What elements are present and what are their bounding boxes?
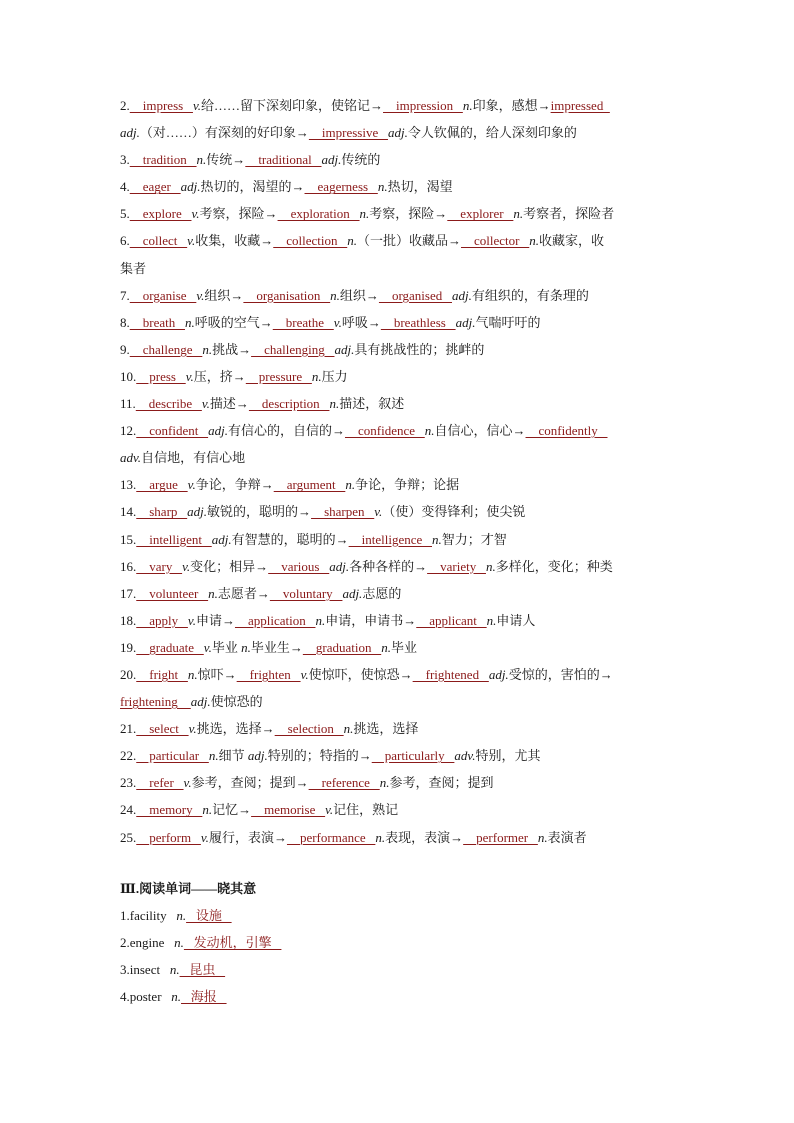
vocab-item xyxy=(120,634,680,661)
item-number: 6. xyxy=(120,233,130,249)
answer-blank: describe xyxy=(135,396,202,412)
part-of-speech: v. xyxy=(325,802,334,818)
definition-text: 呼吸的空气→ xyxy=(194,314,273,330)
definition-text: 参考，查阅；提到 xyxy=(389,775,494,791)
spacer xyxy=(167,908,177,923)
part-of-speech: v. xyxy=(182,558,191,574)
part-of-speech: n. xyxy=(184,314,195,330)
part-of-speech: adj. xyxy=(247,748,268,764)
part-of-speech: v. xyxy=(187,612,196,628)
definition-text: 有组织的，有条理的 xyxy=(471,287,589,303)
vocab-item xyxy=(120,661,680,688)
spacer xyxy=(164,935,174,950)
answer-blank: eagerness xyxy=(304,179,378,195)
item-number: 10. xyxy=(120,368,137,384)
answer-blank: refer xyxy=(136,775,184,791)
answer-blank: impress xyxy=(129,98,193,113)
vocab-item xyxy=(120,796,680,823)
answer-blank: confidently xyxy=(525,423,608,439)
answer-blank: application xyxy=(234,612,316,628)
answer-blank: collector xyxy=(461,233,530,249)
item-number: 21. xyxy=(120,721,137,737)
answer-blank: particular xyxy=(136,748,209,764)
answer-blank: 设施 xyxy=(186,907,232,923)
definition-text: 有智慧的，聪明的→ xyxy=(231,531,349,547)
definition-text: 履行，表演→ xyxy=(208,829,287,845)
definition-text: 争论，争辩；论据 xyxy=(355,477,460,493)
answer-blank: memory xyxy=(136,802,203,818)
item-number: 14. xyxy=(120,504,137,520)
vocab-item xyxy=(120,607,680,634)
part-of-speech: adv. xyxy=(454,748,476,764)
answer-blank: organisation xyxy=(243,287,331,303)
answer-blank: tradition xyxy=(129,152,197,168)
answer-blank: memorise xyxy=(251,802,326,818)
definition-text: 挑选，选择 xyxy=(353,721,419,737)
part-of-speech: v. xyxy=(188,721,197,737)
definition-text: 记忆→ xyxy=(212,802,252,818)
part-of-speech: v. xyxy=(183,775,192,791)
part-of-speech: adj. xyxy=(321,152,342,168)
spacer xyxy=(160,962,170,977)
item-number: 13. xyxy=(120,477,137,493)
answer-blank: applicant xyxy=(416,612,487,628)
definition-text: 考察，探险→ xyxy=(369,206,448,222)
answer-blank: impression xyxy=(383,98,463,113)
definition-text: 呼吸→ xyxy=(341,314,381,330)
part-of-speech: n. xyxy=(202,341,213,357)
definition-text: 毕业生→ xyxy=(250,639,303,655)
part-of-speech: n. xyxy=(311,368,322,384)
definition-text: 有信心的，自信的→ xyxy=(227,423,345,439)
vocab-item xyxy=(120,363,680,390)
reading-word: 3.insect xyxy=(120,961,161,977)
vocab-item xyxy=(120,146,680,173)
reading-word-item xyxy=(120,983,680,1010)
vocab-item xyxy=(120,769,680,796)
definition-text: 传统→ xyxy=(206,152,246,168)
item-number: 5. xyxy=(120,206,130,222)
part-of-speech: adj. xyxy=(488,666,509,682)
part-of-speech: n. xyxy=(529,233,539,249)
definition-text: 申请人 xyxy=(496,612,536,628)
definition-text: 参考，查阅；提到→ xyxy=(191,775,309,791)
definition-text: 收集，收藏→ xyxy=(195,233,274,249)
definition-text: 争论，争辩→ xyxy=(195,477,274,493)
answer-blank: eager xyxy=(129,179,181,195)
definition-text: 传统的 xyxy=(341,152,381,168)
answer-blank: explorer xyxy=(447,206,514,222)
answer-blank: frightened xyxy=(412,666,489,682)
vocab-item xyxy=(120,471,680,498)
answer-blank: breathe xyxy=(272,314,334,330)
item-number: 17. xyxy=(120,585,137,601)
spacer xyxy=(162,989,172,1004)
definition-text: 描述，叙述 xyxy=(339,396,405,412)
part-of-speech: adj. xyxy=(190,694,211,710)
part-of-speech: n. xyxy=(347,233,357,249)
answer-blank: traditional xyxy=(245,152,322,168)
part-of-speech: adj. xyxy=(452,287,472,303)
definition-text: 收藏家，收 xyxy=(539,233,605,249)
answer-blank: 发动机，引擎 xyxy=(183,934,282,950)
item-number: 22. xyxy=(120,748,137,764)
definition-text: 挑选，选择→ xyxy=(196,721,275,737)
part-of-speech: v. xyxy=(187,233,196,249)
answer-blank: sharp xyxy=(136,504,188,520)
part-of-speech: n. xyxy=(169,961,180,977)
definition-text: 毕业 xyxy=(211,639,242,655)
part-of-speech: n. xyxy=(359,206,370,222)
part-of-speech: v. xyxy=(191,206,200,222)
answer-blank: voluntary xyxy=(269,585,343,601)
definition-text: 细节 xyxy=(218,748,248,764)
section-gap xyxy=(120,851,680,875)
part-of-speech: n. xyxy=(329,396,340,412)
part-of-speech: n. xyxy=(513,206,524,222)
vocab-item xyxy=(120,553,680,580)
answer-blank: challenge xyxy=(129,341,203,357)
part-of-speech: adj. xyxy=(187,504,208,520)
part-of-speech: adj. xyxy=(455,314,476,330)
part-of-speech: adj. xyxy=(387,125,408,141)
answer-blank: intelligent xyxy=(136,531,212,547)
definition-text: （对……）有深刻的好印象→ xyxy=(139,125,309,141)
definition-text: 受惊的，害怕的→ xyxy=(508,666,613,682)
answer-blank: press xyxy=(136,368,186,384)
vocab-item xyxy=(120,417,680,444)
vocab-item xyxy=(120,173,680,200)
answer-blank: volunteer xyxy=(136,585,209,601)
answer-blank: perform xyxy=(136,829,201,845)
item-number: 11. xyxy=(120,396,136,412)
reading-section-title: Ⅲ.阅读单词——晓其意 xyxy=(120,880,257,896)
answer-blank: apply xyxy=(136,612,188,628)
answer-blank: vary xyxy=(136,558,183,574)
answer-blank: pressure xyxy=(245,368,312,384)
part-of-speech: n. xyxy=(330,287,340,303)
part-of-speech: n. xyxy=(208,585,218,601)
answer-blank: organised xyxy=(378,287,452,303)
vocab-item xyxy=(120,309,680,336)
part-of-speech: adj. xyxy=(180,179,201,195)
item-number: 12. xyxy=(120,423,137,439)
part-of-speech: v. xyxy=(187,477,196,493)
answer-blank: breath xyxy=(129,314,185,330)
part-of-speech: adv. xyxy=(120,450,142,466)
definition-text: 表现，表演→ xyxy=(385,829,464,845)
reading-word: 4.poster xyxy=(120,989,162,1004)
item-number: 16. xyxy=(120,558,137,574)
item-number: 15. xyxy=(120,531,137,547)
definition-text: 令人钦佩的，给人深刻印象的 xyxy=(407,125,577,141)
part-of-speech: v. xyxy=(200,829,209,845)
answer-blank: intelligence xyxy=(348,531,432,547)
answer-blank: frighten xyxy=(236,666,301,682)
part-of-speech: n. xyxy=(196,152,207,168)
definition-text: 变化；相异→ xyxy=(190,558,269,574)
definition-text: 热切的，渴望的→ xyxy=(200,179,305,195)
reading-word-list xyxy=(120,902,680,1010)
item-number: 4. xyxy=(120,179,130,195)
vocab-item-continuation xyxy=(120,688,680,715)
part-of-speech: n. xyxy=(432,531,442,547)
part-of-speech: n. xyxy=(485,558,496,574)
definition-text: 志愿的 xyxy=(362,585,402,601)
vocab-item xyxy=(120,227,680,254)
part-of-speech: n. xyxy=(343,721,354,737)
item-number: 20. xyxy=(120,666,137,682)
definition-text: 惊吓→ xyxy=(197,666,237,682)
definition-text: 考察者，探险者 xyxy=(523,206,615,222)
vocab-item xyxy=(120,824,680,851)
part-of-speech: n. xyxy=(315,612,326,628)
part-of-speech: n. xyxy=(241,639,251,655)
part-of-speech: n. xyxy=(176,907,187,923)
definition-text: 压，挤→ xyxy=(193,368,246,384)
vocab-item-continuation xyxy=(120,255,680,282)
definition-text: 组织→ xyxy=(204,287,244,303)
part-of-speech: n. xyxy=(187,666,198,682)
definition-text: 表演者 xyxy=(547,829,587,845)
answer-blank: graduate xyxy=(136,639,204,655)
definition-text: 考察，探险→ xyxy=(199,206,278,222)
part-of-speech: n. xyxy=(537,829,548,845)
definition-text: 气喘吁吁的 xyxy=(475,314,541,330)
definition-text: 智力；才智 xyxy=(441,531,507,547)
part-of-speech: adj. xyxy=(342,585,363,601)
answer-blank: argue xyxy=(136,477,188,493)
definition-text: 多样化，变化；种类 xyxy=(495,558,613,574)
vocab-item-continuation xyxy=(120,444,680,471)
answer-blank: challenging xyxy=(251,341,335,357)
item-number: 7. xyxy=(120,287,130,303)
definition-text: 使惊恐的 xyxy=(210,694,263,710)
vocab-item xyxy=(120,498,680,525)
part-of-speech: v. xyxy=(203,639,212,655)
answer-blank: sharpen xyxy=(311,504,375,520)
answer-blank: reference xyxy=(308,775,380,791)
definition-text: 自信心，信心→ xyxy=(434,423,526,439)
answer-blank: impressive xyxy=(308,125,388,141)
part-of-speech: v. xyxy=(300,666,309,682)
answer-blank: collect xyxy=(129,233,188,249)
part-of-speech: v. xyxy=(196,287,205,303)
part-of-speech: n. xyxy=(377,179,388,195)
part-of-speech: n. xyxy=(202,802,213,818)
answer-blank: fright xyxy=(136,666,188,682)
item-number: 25. xyxy=(120,829,137,845)
definition-text: 申请，申请书→ xyxy=(325,612,417,628)
definition-text: 毕业 xyxy=(390,639,417,655)
item-number: 8. xyxy=(120,314,130,330)
part-of-speech: n. xyxy=(208,748,219,764)
item-number: 2. xyxy=(120,98,130,113)
vocab-item xyxy=(120,336,680,363)
part-of-speech: n. xyxy=(424,423,435,439)
part-of-speech: v. xyxy=(374,504,383,520)
answer-blank: select xyxy=(136,721,189,737)
definition-text: 给……留下深刻印象，使铭记→ xyxy=(201,98,384,113)
part-of-speech: adj. xyxy=(120,125,140,141)
definition-text: （使）变得锋利；使尖锐 xyxy=(382,504,526,520)
answer-blank: variety xyxy=(427,558,486,574)
answer-blank: confidence xyxy=(344,423,425,439)
definition-text: 挑战→ xyxy=(212,341,252,357)
part-of-speech: n. xyxy=(462,98,473,113)
vocab-item xyxy=(120,92,680,119)
answer-blank: performer xyxy=(463,829,538,845)
reading-word-item xyxy=(120,902,680,929)
part-of-speech: v. xyxy=(192,98,202,113)
vocab-item xyxy=(120,742,680,769)
answer-blank: collection xyxy=(273,233,348,249)
vocab-item-continuation xyxy=(120,119,680,146)
vocab-derivation-list xyxy=(120,92,680,851)
definition-text: 记住，熟记 xyxy=(333,802,399,818)
definition-text: 具有挑战性的；挑衅的 xyxy=(354,341,485,357)
answer-blank: impressed xyxy=(550,98,610,113)
definition-text: （一批）收藏品→ xyxy=(357,233,462,249)
definition-text: 志愿者→ xyxy=(217,585,270,601)
reading-word: 2.engine xyxy=(120,934,165,950)
part-of-speech: v. xyxy=(333,314,342,330)
answer-blank: graduation xyxy=(302,639,382,655)
worksheet-body xyxy=(120,92,680,1010)
item-number: 19. xyxy=(120,639,137,655)
reading-word-item xyxy=(120,956,680,983)
reading-word: 1.facility xyxy=(120,907,167,923)
part-of-speech: n. xyxy=(174,934,184,950)
vocab-item xyxy=(120,715,680,742)
definition-text: 各种各样的→ xyxy=(349,558,428,574)
definition-text: 申请→ xyxy=(195,612,235,628)
answer-blank: 昆虫 xyxy=(179,961,226,977)
part-of-speech: n. xyxy=(486,612,497,628)
definition-text: 自信地，有信心地 xyxy=(141,450,246,466)
part-of-speech: adj. xyxy=(208,423,228,439)
item-number: 23. xyxy=(120,775,137,791)
part-of-speech: n. xyxy=(345,477,356,493)
part-of-speech: adj. xyxy=(211,531,232,547)
answer-blank: frightening xyxy=(120,694,191,710)
answer-blank: organise xyxy=(129,287,197,303)
reading-word-item xyxy=(120,929,680,956)
answer-blank: confident xyxy=(136,423,209,439)
answer-blank: description xyxy=(248,396,330,412)
part-of-speech: v. xyxy=(185,368,194,384)
item-number: 3. xyxy=(120,152,130,168)
answer-blank: breathless xyxy=(380,314,456,330)
item-number: 9. xyxy=(120,341,130,357)
definition-text: 印象，感想→ xyxy=(472,98,551,113)
answer-blank: 海报 xyxy=(181,989,227,1004)
answer-blank: selection xyxy=(274,721,344,737)
answer-blank: exploration xyxy=(277,206,360,222)
answer-blank: performance xyxy=(286,829,376,845)
definition-text: 组织→ xyxy=(339,287,379,303)
vocab-item xyxy=(120,580,680,607)
definition-text: 热切，渴望 xyxy=(387,179,453,195)
vocab-item xyxy=(120,526,680,553)
item-number: 18. xyxy=(120,612,137,628)
vocab-item xyxy=(120,282,680,309)
answer-blank: particularly xyxy=(371,748,455,764)
vocab-item xyxy=(120,200,680,227)
part-of-speech: n. xyxy=(379,775,390,791)
definition-text: 压力 xyxy=(321,368,348,384)
item-number: 24. xyxy=(120,802,137,818)
part-of-speech: n. xyxy=(381,639,391,655)
definition-text: 特别的；特指的→ xyxy=(267,748,372,764)
definition-text: 敏锐的，聪明的→ xyxy=(207,504,312,520)
definition-text: 集者 xyxy=(120,260,147,276)
answer-blank: explore xyxy=(129,206,192,222)
part-of-speech: adj. xyxy=(329,558,350,574)
vocab-item xyxy=(120,390,680,417)
part-of-speech: n. xyxy=(375,829,386,845)
definition-text: 使惊吓，使惊恐→ xyxy=(308,666,413,682)
part-of-speech: v. xyxy=(201,396,210,412)
definition-text: 描述→ xyxy=(209,396,249,412)
part-of-speech: adj. xyxy=(334,341,355,357)
definition-text: 特别，尤其 xyxy=(475,748,541,764)
answer-blank: various xyxy=(268,558,330,574)
answer-blank: argument xyxy=(273,477,346,493)
part-of-speech: n. xyxy=(171,989,182,1004)
